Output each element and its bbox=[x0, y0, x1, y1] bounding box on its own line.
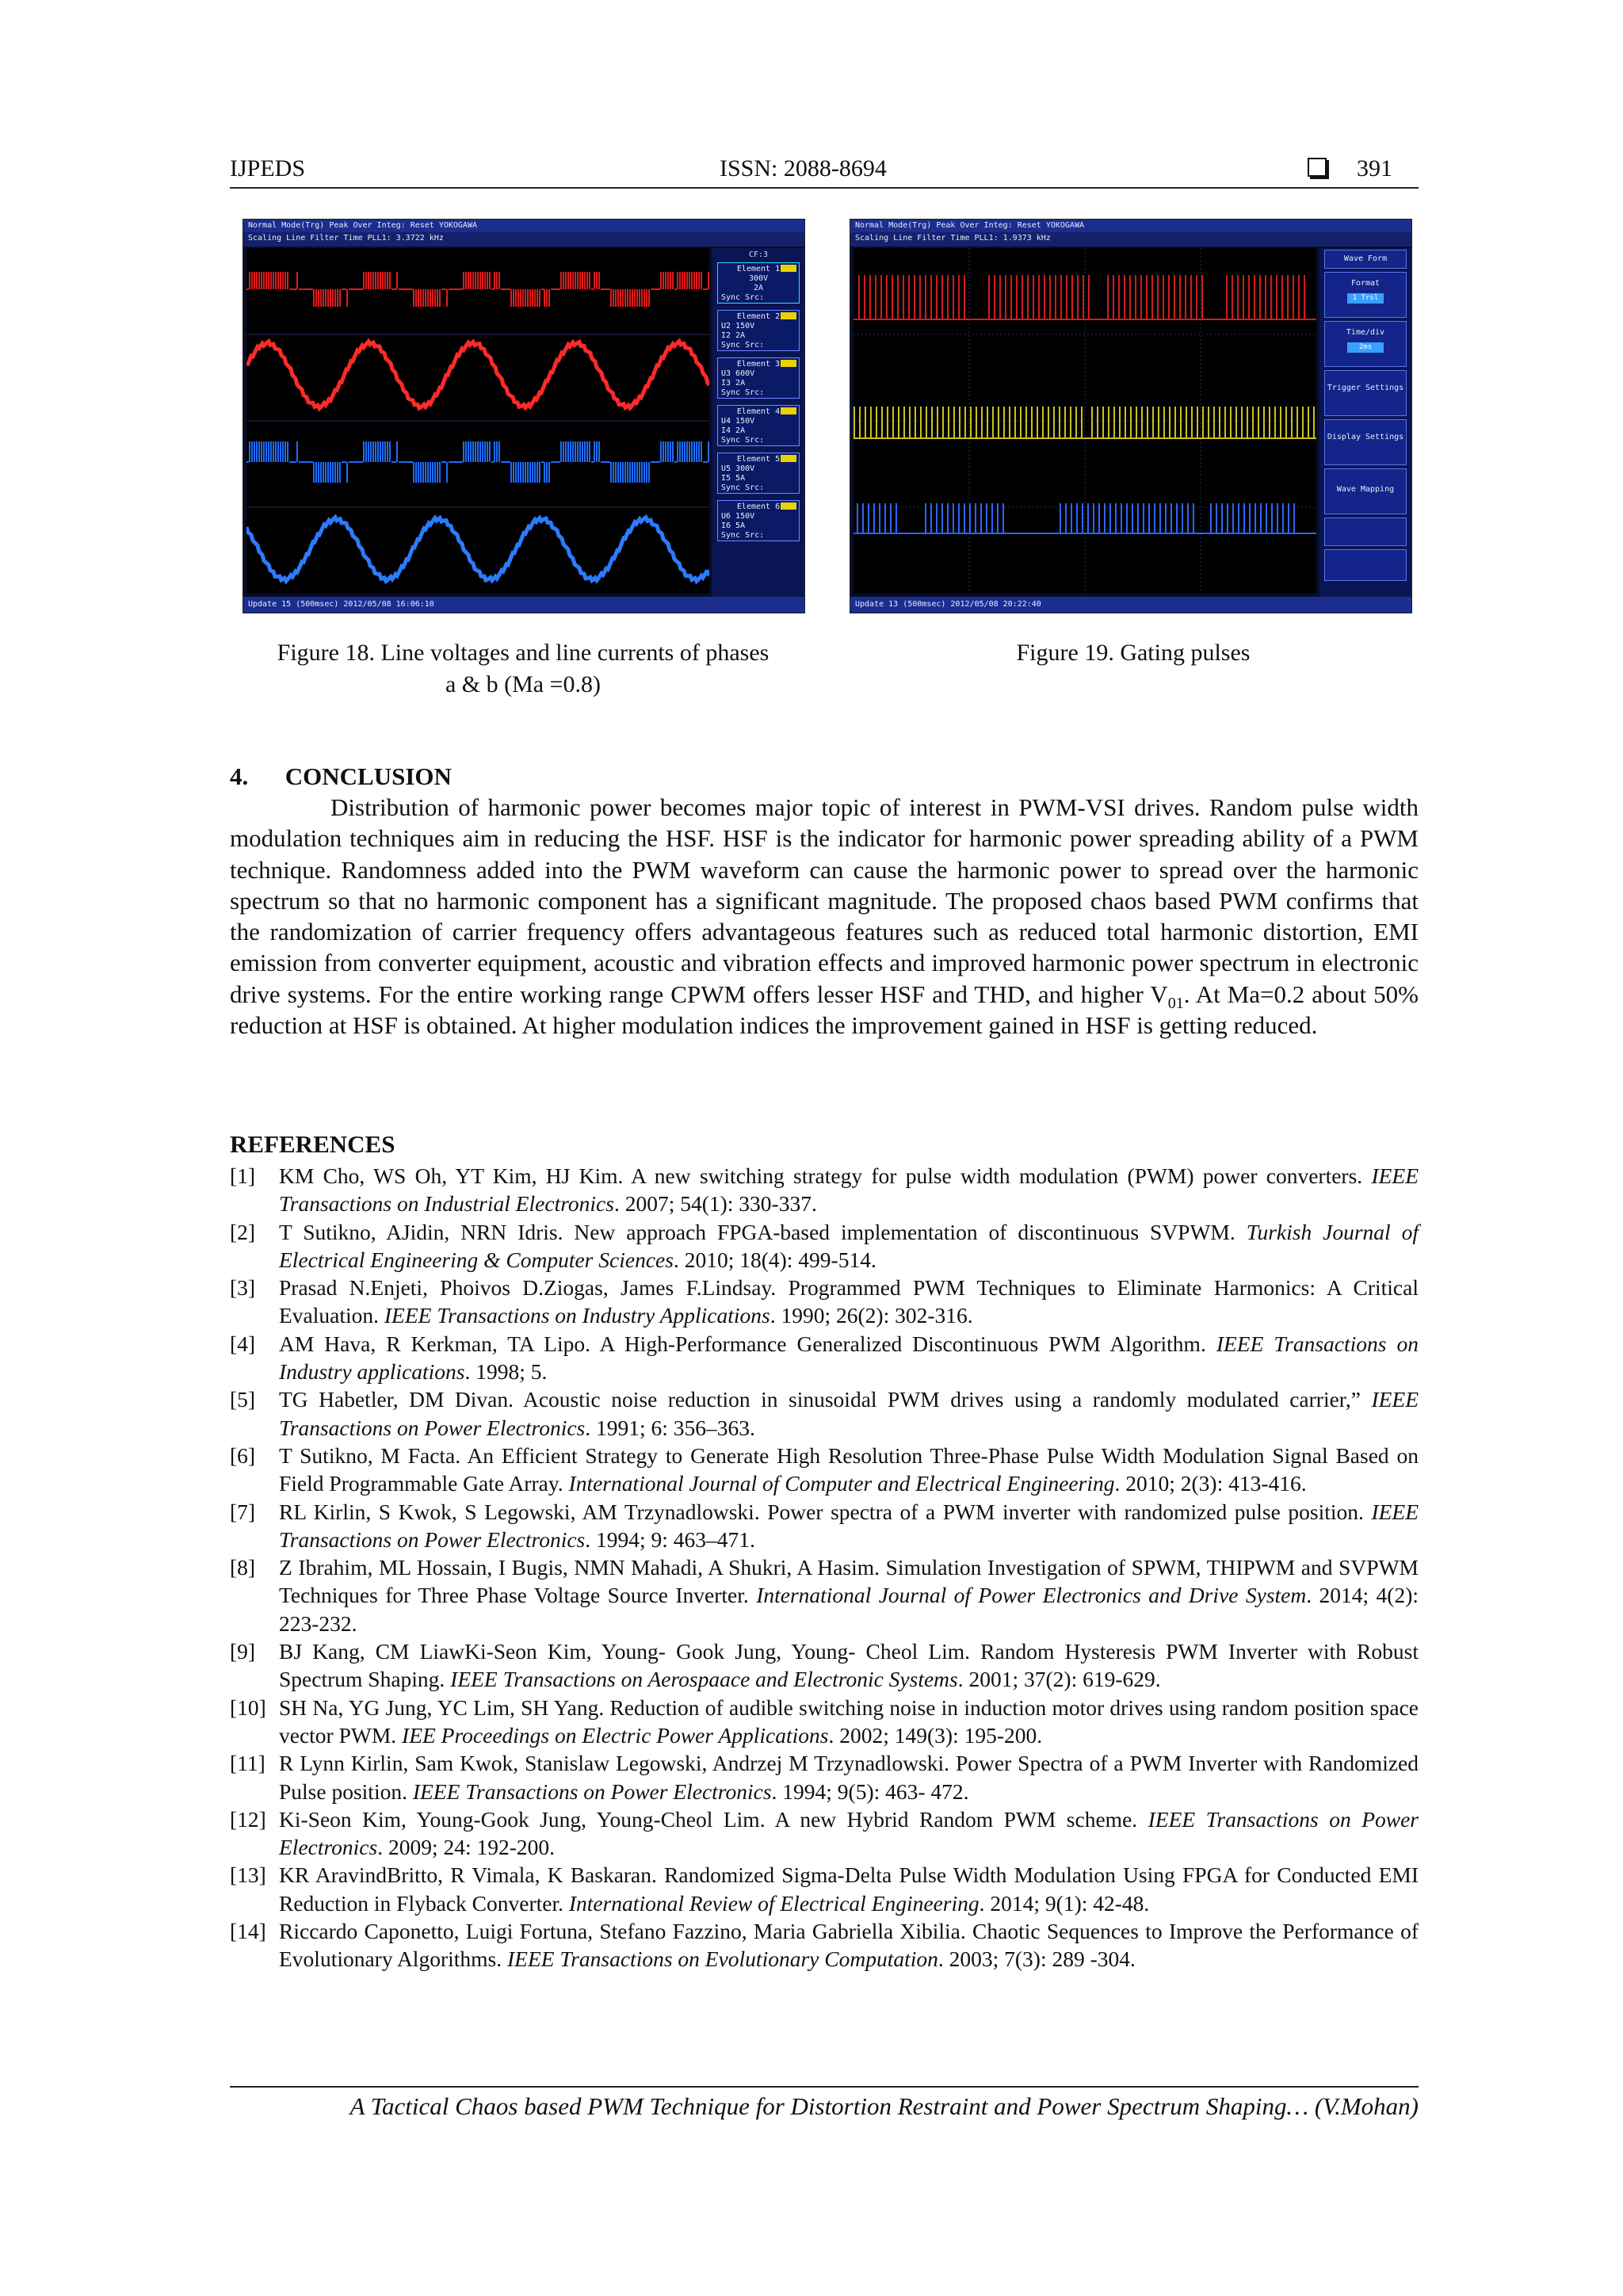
element-badge bbox=[781, 312, 796, 319]
figure-19-screenshot bbox=[850, 219, 1412, 613]
reference-item: [11] R Lynn Kirlin, Sam Kwok, Stanislaw Legowski, Andrzej M Trzynadlowski. Power Spectra of a PWM Inverter with Randomized Pulse position. IEEE Transactions on Power Electronics. 1994; 9(5): 463- 472. bbox=[230, 1751, 1419, 1804]
fig18-waveforms bbox=[246, 248, 709, 594]
scope-status-bar: Normal Mode(Trg) Peak Over Integ: Reset YOKOGAWA bbox=[850, 220, 1411, 232]
scope-status-bar: Normal Mode(Trg) Peak Over Integ: Reset YOKOGAWA bbox=[243, 220, 804, 232]
reference-list bbox=[230, 1162, 1419, 1973]
reference-item: [13] KR AravindBritto, R Vimala, K Baskaran. Randomized Sigma-Delta Pulse Width Modulation Using FPGA for Conducted EMI Reduction in Flyback Converter. International Review of Electrical Engineering. 2014; 9(1): 42-48. bbox=[230, 1862, 1419, 1916]
menu-panel bbox=[1319, 248, 1411, 597]
reference-item: [14] Riccardo Caponetto, Luigi Fortuna, Stefano Fazzino, Maria Gabriella Xibilia. Chaotic Sequences to Improve the Performance of Evolutionary Algorithms. IEEE Transactions on Evolutionary Computation. 2003; 7(3): 289 -304. bbox=[230, 1919, 1419, 1972]
element-panel bbox=[712, 248, 804, 597]
trigger-settings-button[interactable]: Trigger Settings bbox=[1324, 370, 1407, 416]
scope-sub-bar: Scaling Line Filter Time PLL1: 3.3722 kHz bbox=[243, 232, 804, 246]
page-number: 391 bbox=[1357, 155, 1392, 181]
scope-sub-bar: Scaling Line Filter Time PLL1: 1.9373 kHz bbox=[850, 232, 1411, 246]
reference-item: [10] SH Na, YG Jung, YC Lim, SH Yang. Reduction of audible switching noise in induction motor drives using random position space vector PWM. IEE Proceedings on Electric Power Applications. 2002; 149(3): 195-200. bbox=[230, 1694, 1419, 1748]
fig19-waveforms bbox=[854, 248, 1316, 594]
wave-form-button[interactable]: Wave Form bbox=[1324, 250, 1407, 269]
figure-18-caption: Figure 18. Line voltages and line currents of phases a & b (Ma =0.8) bbox=[277, 640, 769, 697]
reference-item: [3] Prasad N.Enjeti, Phoivos D.Ziogas, James F.Lindsay. Programmed PWM Techniques to Eliminate Harmonics: A Critical Evaluation. IEEE Transactions on Industry Applications. 1990; 26(2): 302-316. bbox=[230, 1275, 1419, 1328]
reference-item: [9] BJ Kang, CM LiawKi-Seon Kim, Young- Gook Jung, Young- Cheol Lim. Random Hysteresis PWM Inverter with Robust Spectrum Shaping. IEEE Transactions on Aerospaace and Electronic Systems. 2001; 37(2): 619-629. bbox=[230, 1639, 1419, 1692]
wave-mapping-button[interactable]: Wave Mapping bbox=[1324, 468, 1407, 514]
footer-rule bbox=[230, 2086, 1419, 2088]
time-div-button[interactable]: Time/div 2ms bbox=[1324, 321, 1407, 367]
line-voltage-bc-trace bbox=[246, 441, 709, 483]
reference-item: [4] AM Hava, R Kerkman, TA Lipo. A High-Performance Generalized Discontinuous PWM Algorithm. IEEE Transactions on Industry applications. 1998; 5. bbox=[230, 1331, 1419, 1385]
element-badge bbox=[781, 265, 796, 272]
conclusion-paragraph: Distribution of harmonic power becomes major topic of interest in PWM-VSI drives. Random pulse width modulation techniques aim in reducing the HSF. HSF is the indicator for harmonic power spreading ability of a PWM technique. Randomness added into the PWM waveform can cause the harmonic power to spread over the harmonic spectrum so that no harmonic component has a significant magnitude. The proposed chaos based PWM confirms that the randomization of carrier frequency offers advantageous features such as reduced total harmonic distortion, EMI emission from converter equipment, acoustic and vibration effects and improved harmonic power spectrum in electronic drive systems. For the entire working range CPWM offers lesser HSF and THD, and higher $V_{01}$. At Ma=0.2 about 50% reduction at HSF is obtained. At higher modulation indices the improvement gained in HSF is getting reduced. bbox=[230, 793, 1419, 1040]
reference-item: [6] T Sutikno, M Facta. An Efficient Strategy to Generate High Resolution Three-Phase Pulse Width Modulation Signal Based on Field Programmable Gate Array. International Journal of Computer and Electrical Engineering. 2010; 2(3): 413-416. bbox=[230, 1442, 1419, 1496]
format-button[interactable]: Format 1 Trsl bbox=[1324, 272, 1407, 318]
line-current-b-trace bbox=[246, 518, 709, 582]
figure-18-screenshot bbox=[242, 219, 805, 613]
line-current-a-trace bbox=[246, 342, 709, 409]
blank-soft-key[interactable] bbox=[1324, 549, 1407, 581]
reference-item: [8] Z Ibrahim, ML Hossain, I Bugis, NMN Mahadi, A Shukri, A Hasim. Simulation Investigation of SPWM, THIPWM and SVPWM Techniques for Three Phase Voltage Source Inverter. International Journal of Power Electronics and Drive System. 2014; 4(2): 223-232. bbox=[230, 1555, 1419, 1636]
checkbox-icon bbox=[1308, 158, 1327, 177]
display-settings-button[interactable]: Display Settings bbox=[1324, 419, 1407, 465]
reference-item: [2] T Sutikno, AJidin, NRN Idris. New approach FPGA-based implementation of discontinuous SVPWM. Turkish Journal of Electrical Engineering & Computer Sciences. 2010; 18(4): 499-514. bbox=[230, 1219, 1419, 1272]
element-6-box[interactable]: Element 6 U6 150V I6 5A Sync Src: bbox=[717, 500, 800, 541]
reference-item: [12] Ki-Seon Kim, Young-Gook Jung, Young-Cheol Lim. A new Hybrid Random PWM scheme. IEEE Transactions on Power Electronics. 2009; 24: 192-200. bbox=[230, 1806, 1419, 1860]
header-rule bbox=[230, 187, 1419, 189]
journal-name: IJPEDS bbox=[230, 155, 306, 181]
reference-item: [1] KM Cho, WS Oh, YT Kim, HJ Kim. A new switching strategy for pulse width modulation (PWM) power converters. IEEE Transactions on Industrial Electronics. 2007; 54(1): 330-337. bbox=[230, 1163, 1419, 1217]
element-4-box[interactable]: Element 4 U4 150V I4 2A Sync Src: bbox=[717, 405, 800, 446]
element-badge bbox=[781, 455, 796, 462]
reference-item: [5] TG Habetler, DM Divan. Acoustic noise reduction in sinusoidal PWM drives using a randomly modulated carrier,” IEEE Transactions on Power Electronics. 1991; 6: 356–363. bbox=[230, 1387, 1419, 1440]
reference-item: [7] RL Kirlin, S Kwok, S Legowski, AM Trzynadlowski. Power spectra of a PWM inverter with randomized pulse position. IEEE Transactions on Power Electronics. 1994; 9: 463–471. bbox=[230, 1499, 1419, 1552]
element-badge bbox=[781, 407, 796, 415]
running-footer: A Tactical Chaos based PWM Technique for Distortion Restraint and Power Spectrum Shaping… (V.Mohan) bbox=[349, 2092, 1419, 2120]
scope-update-bar: Update 13 (500msec) 2012/05/08 20:22:40 bbox=[850, 597, 1411, 613]
page-number-area bbox=[1308, 155, 1392, 182]
conclusion-heading: 4. CONCLUSION bbox=[230, 762, 452, 790]
references-heading: REFERENCES bbox=[230, 1130, 395, 1158]
issn: ISSN: 2088-8694 bbox=[720, 155, 887, 181]
element-1-box[interactable]: Element 1 300V 2A Sync Src: bbox=[717, 262, 800, 304]
figure-19-caption: Figure 19. Gating pulses bbox=[1016, 640, 1251, 666]
element-3-box[interactable]: Element 3 U3 600V I3 2A Sync Src: bbox=[717, 357, 800, 399]
scope-update-bar: Update 15 (500msec) 2012/05/08 16:06:10 bbox=[243, 597, 804, 613]
element-5-box[interactable]: Element 5 U5 300V I5 5A Sync Src: bbox=[717, 453, 800, 494]
element-2-box[interactable]: Element 2 U2 150V I2 2A Sync Src: bbox=[717, 310, 800, 351]
element-badge bbox=[781, 360, 796, 367]
element-badge bbox=[781, 502, 796, 510]
gating-pulse-1-trace bbox=[854, 275, 1316, 320]
line-voltage-ab-trace bbox=[246, 272, 709, 307]
crest-factor: CF:3 bbox=[748, 250, 769, 259]
blank-soft-key[interactable] bbox=[1324, 518, 1407, 546]
